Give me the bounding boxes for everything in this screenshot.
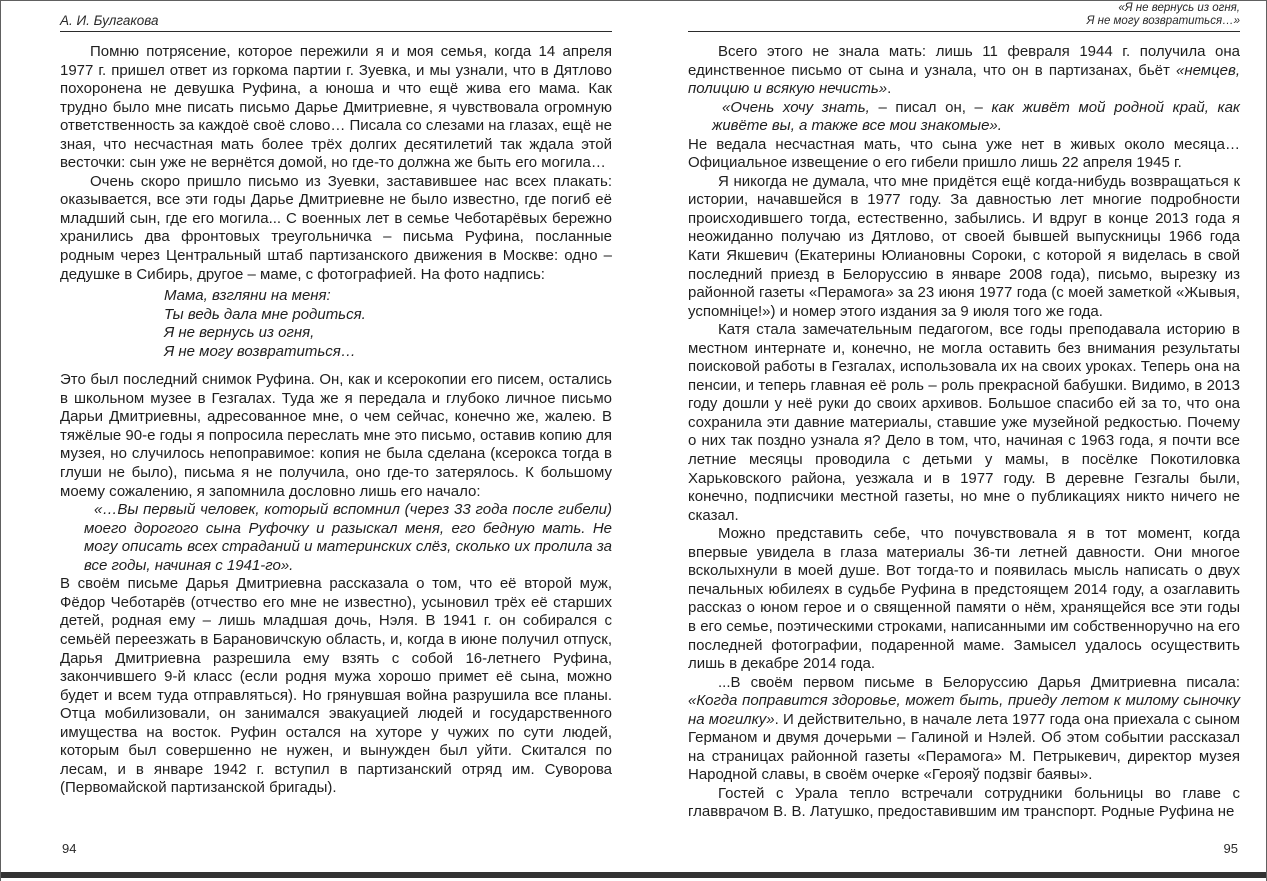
paragraph [712,99,1240,136]
header-rule [60,31,612,32]
page-right [688,1,1240,856]
verse-line: Мама, взгляни на меня: [164,287,331,305]
text-segment: Гостей с Урала тепло встречали сотрудники больницы во главе с главврачом В. В. Латушко, предоставившим им транспорт. Родные Руфина не [688,784,1240,821]
paragraph [688,173,1240,321]
text-segment: В своём письме Дарья Дмитриевна рассказала о том, что её второй муж, Фёдор Чеботарёв (отчество его мне не известно), усыновил трёх её старших детей, родная ему – лишь младшая дочь, Нэля. В 1941 г. он собирался с семьёй переезжать в Барановичскую область, и, когда в июне получил отпуск, Дарья Дмитриевна разрешила ему взять с собой 16-летнего Руфина, закончившего 9-й класс (если родня мужа хорошо примет её сына, можно будет и всем туда отправляться). Но грянувшая война разрушила все планы. Отца мобилизовали, он занимался эвакуацией людей и государственного имущества на восток. Руфин остался на хуторе у чужих по сути людей, которым был совершенно не нужен, и вынужден был уйти. Скитался по лесам, и в январе 1942 г. вступил в партизанский отряд им. Суворова (Первомайской партизанской бригады). [60,575,612,797]
verse-line: Я не могу возвратиться… [164,342,356,360]
page-left [60,1,613,856]
verse-block [164,287,612,361]
paragraph [84,501,612,575]
text-segment: «…Вы первый человек, который вспомнил (через 33 года после гибели) моего дорогого сына Руфочку и разыскал меня, его бедную мать. Не могу описать всех страданий и материнских слёз, сколько их пролила за все годы, начиная с 1941-го». [84,501,612,574]
text-segment: «немцев, полицию и всякую нечисть» [688,61,1240,98]
text-segment: как живёт мой родной край, как живёте вы, а также все мои знакомые». [712,98,1240,135]
paragraph [60,173,612,284]
paragraph [688,785,1240,822]
verse-line: Ты ведь дала мне родиться. [164,305,366,323]
text-segment: Всего этого не знала мать: лишь 11 февраля 1944 г. получила она единственное письмо от сына и узнала, что он в партизанах, бьёт [688,43,1240,79]
text-segment: Можно представить себе, что почувствовала я в тот момент, когда впервые увидела в глаза материалы 36-ти летней давности. Они многое всколыхнули в моей душе. Вот тогда-то и появилась мысль написать о двух печальных юбилеях в судьбе Руфина в предстоящем 2014 году, а озаглавить рассказ о юном герое и о священной памяти о нём, хранящейся все эти годы в его семье, поэтическими строками, написанными им собственноручно на его последней фотографии, подаренной маме. Замысел удалось осуществить лишь в декабре 2014 года. [688,525,1240,673]
verse-line: Я не вернусь из огня, [164,324,315,342]
text-segment: Катя стала замечательным педагогом, все годы преподавала историю в местном интернате и, конечно, не могла оставить без внимания результаты поисковой работы в Гезгалах, использовала их на своих уроках. Теперь она на пенсии, и теперь главная её роль – роль прекрасной бабушки. Видимо, в 2013 году дошли у неё руки до своих архивов. Большое спасибо ей за то, что она сохранила эти давние материалы, ставшие уже музейной редкостью. Почему о них так поздно узнала я? Дело в том, что, начиная с 1963 года, я почти все летние месяцы проводила с детьми у мамы, в посёлке Покотиловка Харьковского района, уезжала и в 1977 году. В деревне Гезгалы были, конечно, подписчики местной газеты, но мне о публикациях никто ничего не сказал. [688,321,1240,524]
paragraph [60,371,612,501]
paragraph [60,575,612,798]
header-rule [688,31,1240,32]
text-segment: Помню потрясение, которое пережили я и моя семья, когда 14 апреля 1977 г. пришел ответ из горкома партии г. Зуевка, и мы узнали, что в Дятлово похоронена не девушка Руфина, а юноша и что ещё жива его мама. Как трудно было мне писать письмо Дарье Дмитриевне, я чувствовала огромную ответственность за каждоё своё слово… Писала со слезами на глазах, ещё не зная, что несчастная мать более трёх долгих десятилетий так ждала этой весточки: сын уже не вернётся домой, но где-то должна же быть его могила… [60,43,613,172]
running-head-author: А. И. Булгакова [60,13,159,28]
paragraph [688,525,1240,673]
paragraph [688,136,1240,173]
text-segment: «Очень хочу знать, [722,98,879,116]
running-head-line: Я не могу возвратиться…» [1086,15,1240,27]
paragraph [60,43,612,173]
page-number: 95 [1223,841,1238,856]
page-body [688,43,1240,822]
paragraph [688,321,1240,525]
text-segment: . [887,80,892,98]
page-number: 94 [62,841,77,856]
text-segment: Очень скоро пришло письмо из Зуевки, заставившее нас всех плакать: оказывается, все эти годы Дарье Дмитриевне не было известно, где погиб её младший сын, где его могила... С военных лет в семье Чеботарёвых бережно хранились два фронтовых треугольничка – письма Руфина, посланные родным через Центральный штаб партизанского движения в Москве: одно – дедушке в Сибирь, другое – маме, с фотографией. На фото надпись: [60,172,612,283]
text-segment: Я никогда не думала, что мне придётся ещё когда-нибудь возвращаться к истории, начавшейся в 1977 году. За давностью лет многие подробности происходившего тогда, естественно, забылись. И вдруг в конце 2013 года я неожиданно получаю из Дятлово, от своей бывшей выпускницы 1966 года Кати Якшевич (Екатерины Юлиановны Сороки, с которой я виделась в свой последний приезд в Белоруссию в январе 2008 года), письмо, вырезку из районной газеты «Перамога» за 23 июня 1977 года (с моей заметкой «Жывыя, успомніце!») и номер этого издания за 9 июля того же года. [688,172,1240,320]
paragraph [688,674,1240,785]
text-segment: ...В своём первом письме в Белоруссию Дарья Дмитриевна писала: [718,673,1240,691]
text-segment: . И действительно, в начале лета 1977 года она приехала с сыном Германом и двумя дочерьми – Галиной и Нэлей. Об этом событии рассказал на страницах районной газеты «Перамога» М. Петрыкевич, директор музея Народной славы, в своём очерке «Герояў подзвіг баявы». [688,710,1240,784]
text-segment: Это был последний снимок Руфина. Он, как и ксерокопии его писем, остались в школьном музее в Гезгалах. Туда же я передала и глубоко личное письмо Дарьи Дмитриевны, адресованное мне, о чем сейчас, конечно же, жалею. В тяжёлые 90-е годы я попросила переслать мне это письмо, оставив копию для музея, но случилось непоправимое: копия не была сделана (ксерокса тогда в глуши не было), письма я не получила, оно где-то затерялось. К большому моему сожалению, я запомнила дословно лишь его начало: [60,371,612,500]
page-bottom-edge [1,872,1266,878]
text-segment: – писал он, – [878,98,992,116]
running-head-title [688,1,1240,31]
page-body [60,43,612,798]
text-segment: Не ведала несчастная мать, что сына уже нет в живых около месяца… Официальное извещение о его гибели пришло лишь 22 апреля 1945 г. [688,135,1240,172]
running-head-line: «Я не вернусь из огня, [1118,2,1240,14]
text-segment: «Когда поправится здоровье, может быть, приеду летом к милому сыночку на могилку» [688,692,1240,728]
paragraph [688,43,1240,99]
